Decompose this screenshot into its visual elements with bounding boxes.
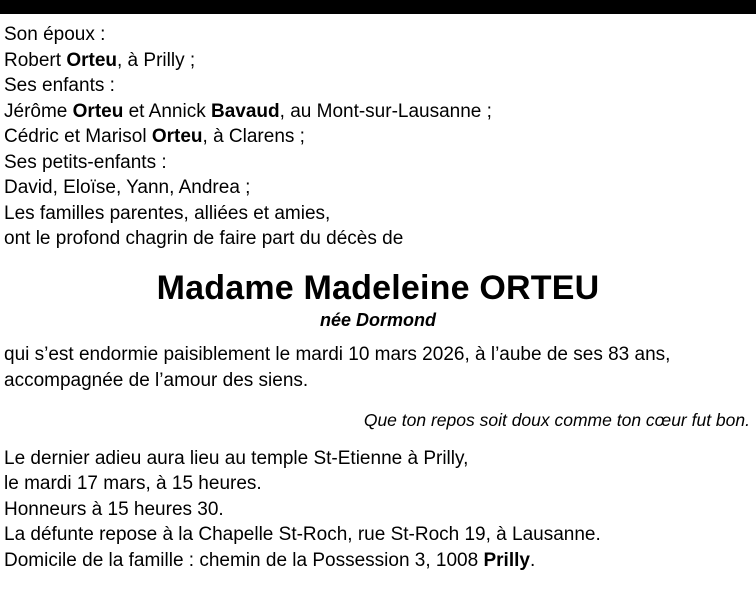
maiden-name: née Dormond	[319, 309, 436, 330]
notice-line	[4, 175, 752, 201]
notice-line	[4, 73, 752, 99]
notice-line	[4, 22, 752, 48]
notice-content	[0, 14, 756, 573]
text-fragment: Jérôme	[4, 100, 73, 122]
notice-line	[4, 342, 752, 368]
deceased-name: Madame Madeleine ORTEU	[156, 268, 600, 307]
notice-line	[4, 368, 752, 394]
notice-line	[4, 124, 752, 150]
notice-line	[4, 471, 752, 497]
text-fragment: , à Prilly ;	[117, 49, 196, 71]
text-fragment: Robert	[4, 49, 67, 71]
notice-line	[4, 522, 752, 548]
text-fragment: Ses enfants :	[4, 75, 115, 96]
emphasized-name: Orteu	[66, 49, 117, 71]
top-black-border	[0, 0, 756, 14]
text-fragment: Les familles parentes, alliées et amies,	[4, 202, 331, 224]
text-fragment: La défunte repose à la Chapelle St-Roch, rue St-Roch 19, à Lausanne.	[4, 524, 601, 545]
text-fragment: , à Clarens ;	[202, 126, 305, 147]
family-intro-block	[4, 22, 752, 252]
text-fragment: accompagnée de l’amour des siens.	[4, 369, 309, 391]
notice-line	[4, 548, 752, 574]
text-fragment: le mardi 17 mars, à 15 heures.	[4, 473, 262, 494]
notice-line	[4, 446, 752, 472]
text-fragment: Son époux :	[4, 24, 106, 45]
emphasized-name: Bavaud	[211, 100, 280, 122]
passing-details-block	[4, 342, 752, 394]
text-fragment: David, Eloïse, Yann, Andrea ;	[4, 177, 251, 198]
notice-line	[4, 99, 752, 125]
text-fragment: Honneurs à 15 heures 30.	[4, 498, 224, 520]
emphasized-name: Orteu	[151, 126, 203, 147]
text-fragment: Cédric et Marisol	[4, 126, 152, 147]
notice-line	[4, 497, 752, 523]
text-fragment: et Annick	[123, 100, 211, 122]
emphasized-name: Prilly	[483, 549, 530, 571]
notice-line	[4, 48, 752, 74]
notice-line	[4, 150, 752, 176]
text-fragment: qui s’est endormie paisiblement le mardi 10 mars 2026, à l’aube de ses 83 ans,	[4, 343, 671, 365]
notice-line	[4, 201, 752, 227]
emphasized-name: Orteu	[72, 100, 124, 122]
memorial-quote: Que ton repos soit doux comme ton cœur fut bon.	[363, 409, 750, 430]
text-fragment: ont le profond chagrin de faire part du décès de	[4, 228, 404, 249]
text-fragment: Domicile de la famille : chemin de la Possession 3, 1008	[4, 549, 484, 571]
text-fragment: Le dernier adieu aura lieu au temple St-Etienne à Prilly,	[4, 447, 469, 469]
text-fragment: Ses petits-enfants :	[4, 151, 167, 173]
notice-line	[4, 226, 752, 252]
farewell-details-block	[4, 446, 752, 574]
text-fragment: .	[529, 549, 536, 571]
text-fragment: , au Mont-sur-Lausanne ;	[279, 100, 492, 122]
